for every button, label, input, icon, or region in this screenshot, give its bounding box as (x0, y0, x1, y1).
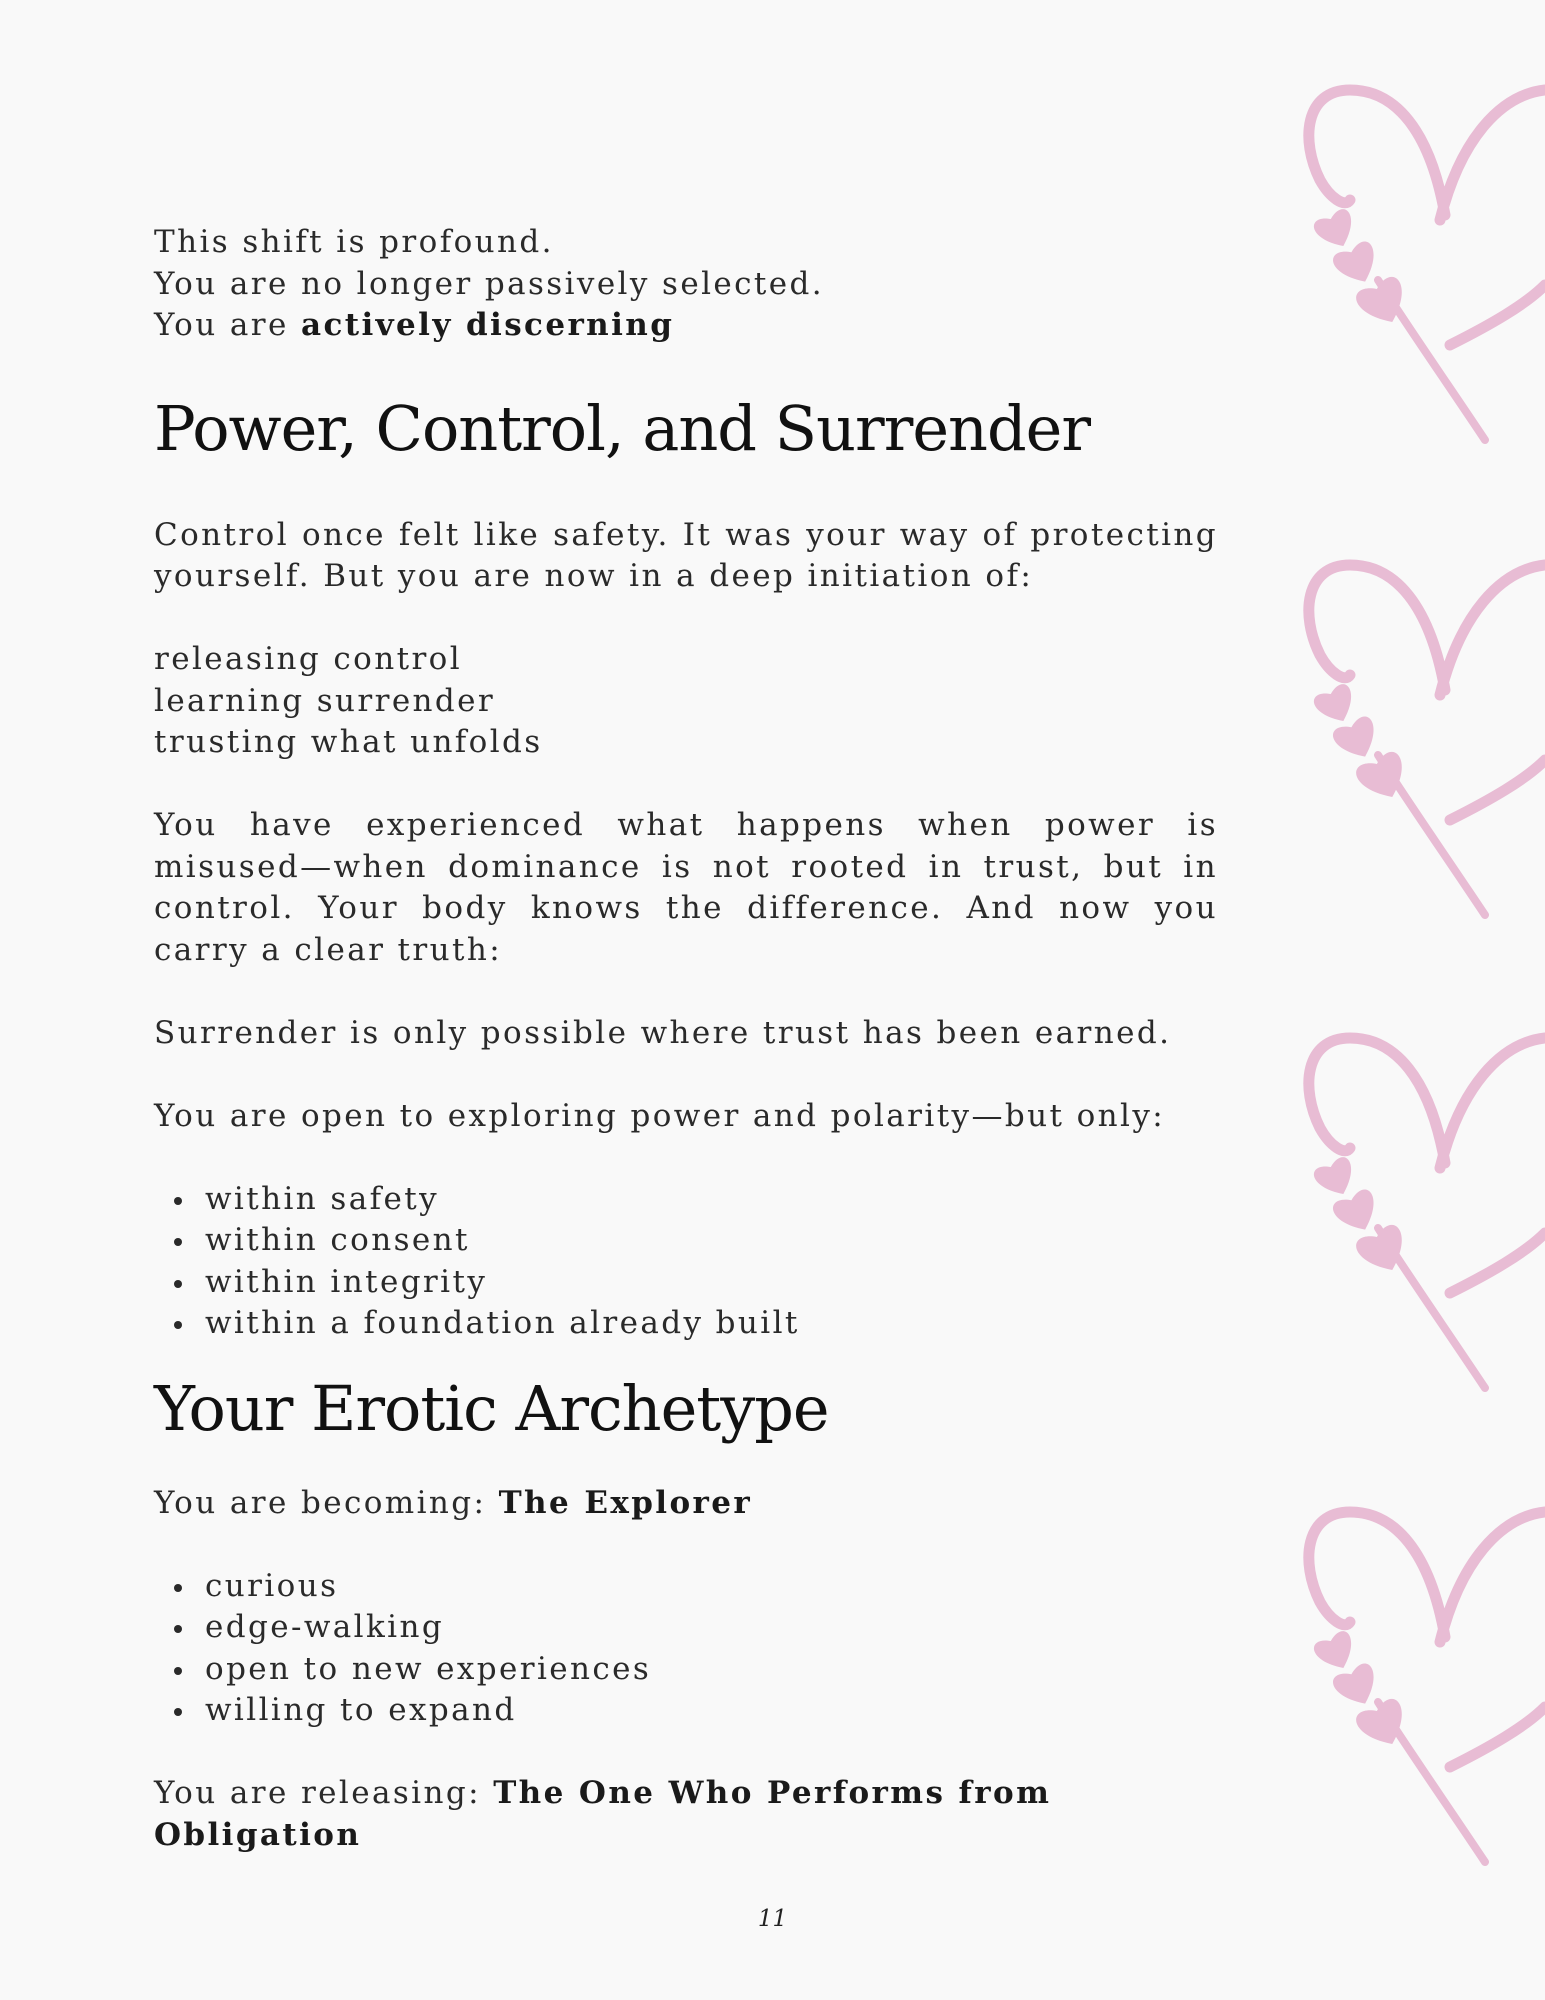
heart-decoration-icon (1290, 1492, 1545, 1882)
intro-line-3 (154, 305, 1218, 347)
list-item: within a foundation already built (154, 1303, 1218, 1345)
list-item: within consent (154, 1220, 1218, 1262)
heading-power-control-surrender: Power, Control, and Surrender (154, 391, 1090, 465)
initiation-item: releasing control (154, 641, 463, 678)
list-item: edge-walking (154, 1607, 1218, 1649)
intro-line-3-bold: actively discerning (300, 307, 675, 343)
becoming-value: The Explorer (498, 1484, 753, 1521)
page-content (154, 222, 1218, 1856)
power-paragraph-2: You have experienced what happens when power is misused—when dominance is not rooted in trust, but in control. Your body knows the difference. And now you carry a clear truth: (154, 807, 1218, 968)
conditions-list (154, 1179, 1218, 1345)
releasing-value: The One Who Performs from Obligation (154, 1775, 1052, 1853)
list-item: open to new experiences (154, 1649, 1218, 1691)
becoming-line (154, 1483, 1218, 1525)
page-number: 11 (757, 1906, 788, 1932)
initiation-item: trusting what unfolds (154, 724, 543, 761)
becoming-prefix: You are becoming: (154, 1484, 499, 1521)
heading-erotic-archetype: Your Erotic Archetype (154, 1371, 829, 1445)
list-item: within safety (154, 1179, 1218, 1221)
initiation-item: learning surrender (154, 682, 496, 719)
releasing-prefix: You are releasing: (154, 1775, 494, 1812)
heart-decoration-icon (1290, 545, 1545, 935)
truth-statement: Surrender is only possible where trust has been earned. (154, 1014, 1172, 1051)
power-paragraph-1: Control once felt like safety. It was your way of protecting yourself. But you are now in a deep initiation of: (154, 516, 1218, 595)
releasing-line (154, 1773, 1218, 1856)
intro-line-3-prefix: You are (154, 307, 301, 343)
list-item: within integrity (154, 1262, 1218, 1304)
heart-decoration-icon (1290, 1018, 1545, 1408)
heart-decoration-icon (1290, 70, 1545, 460)
power-paragraph-3: You are open to exploring power and polarity—but only: (154, 1097, 1166, 1134)
intro-line-2: You are no longer passively selected. (154, 265, 825, 302)
list-item: willing to expand (154, 1690, 1218, 1732)
traits-list (154, 1566, 1218, 1732)
list-item: curious (154, 1566, 1218, 1608)
intro-line-1: This shift is profound. (154, 224, 554, 260)
